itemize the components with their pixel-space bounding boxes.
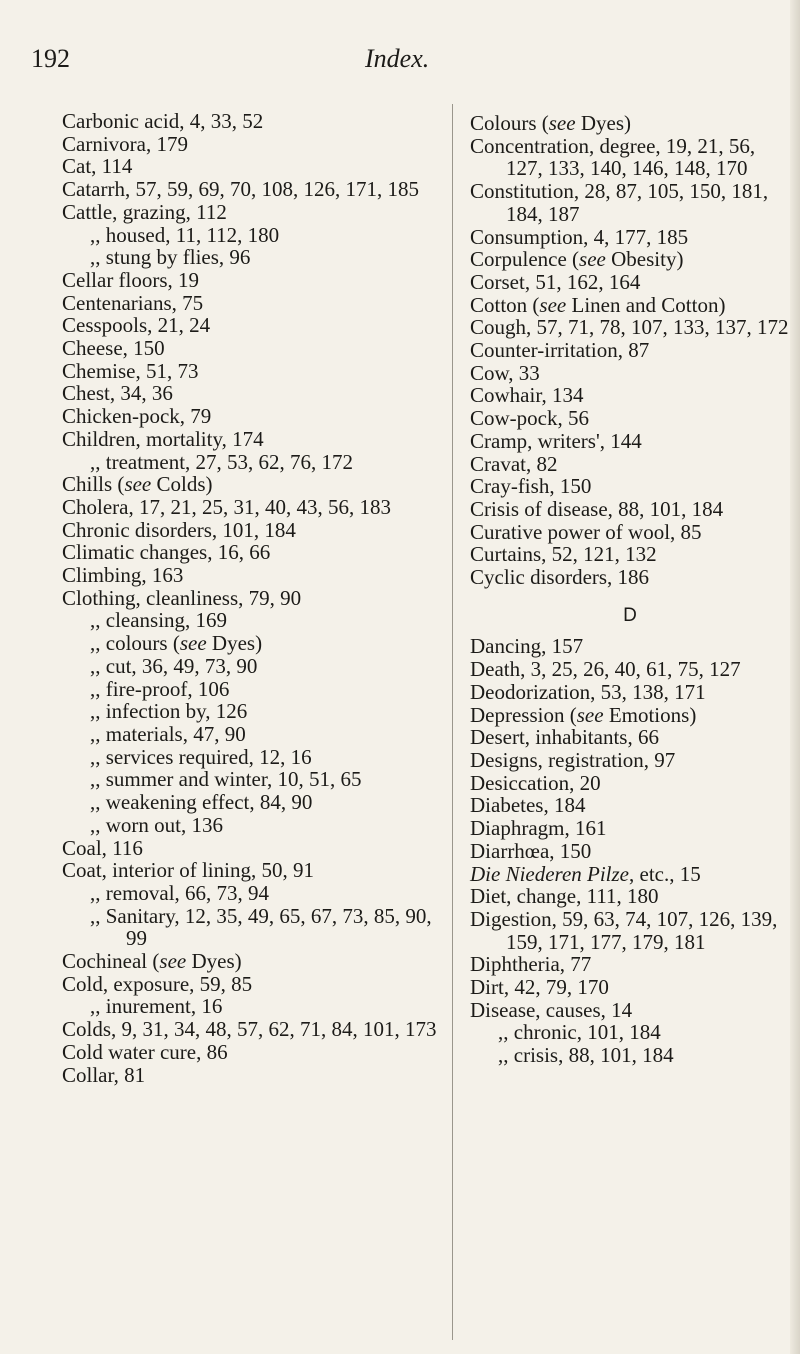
index-entry: Climbing, 163	[62, 563, 184, 588]
index-entry: Chest, 34, 36	[62, 381, 173, 406]
index-entry: Cholera, 17, 21, 25, 31, 40, 43, 56, 183	[62, 494, 391, 519]
index-entry: ,, treatment, 27, 53, 62, 76, 172	[90, 449, 354, 474]
index-entry: Crisis of disease, 88, 101, 184	[470, 496, 724, 521]
index-entry: Coal, 116	[62, 835, 143, 860]
index-entry: Coat, interior of lining, 50, 91	[62, 858, 314, 883]
index-entry: Digestion, 59, 63, 74, 107, 126, 139, 159, 171, 177, 179, 181	[470, 906, 783, 954]
index-entry: Corset, 51, 162, 164	[470, 269, 641, 294]
index-entry: Curative power of wool, 85	[470, 519, 702, 544]
index-entry: ,, cleansing, 169	[90, 608, 228, 633]
index-entry: Carnivora, 179	[62, 131, 188, 156]
index-section-d	[470, 635, 790, 1066]
index-entry: Cow-pock, 56	[470, 406, 589, 431]
index-entry: Dirt, 42, 79, 170	[470, 975, 609, 1000]
index-column-left	[62, 110, 442, 1086]
index-entry: Diaphragm, 161	[470, 816, 607, 841]
index-entry: ,, cut, 36, 49, 73, 90	[90, 653, 258, 678]
index-entry: ,, services required, 12, 16	[90, 744, 312, 769]
index-entry: ,, stung by flies, 96	[90, 245, 251, 270]
index-entry: ,, infection by, 126	[90, 699, 248, 724]
index-entry: Cyclic disorders, 186	[470, 565, 650, 590]
index-entry: Cold water cure, 86	[62, 1039, 228, 1064]
index-entry: Death, 3, 25, 26, 40, 61, 75, 127	[470, 657, 741, 682]
index-entry: Diphtheria, 77	[470, 952, 592, 977]
index-entry: ,, worn out, 136	[90, 812, 223, 837]
index-entry: ,, housed, 11, 112, 180	[90, 222, 280, 247]
column-divider	[452, 104, 453, 1340]
index-entry: Designs, registration, 97	[470, 747, 676, 772]
index-entry: Centenarians, 75	[62, 290, 204, 315]
index-entry: Depression (see Emotions)	[470, 702, 697, 727]
index-entry: Cattle, grazing, 112	[62, 199, 227, 224]
index-entry: ,, crisis, 88, 101, 184	[498, 1043, 674, 1068]
index-entry: Cravat, 82	[470, 451, 558, 476]
page-header	[0, 44, 800, 84]
index-entry: Cellar floors, 19	[62, 267, 200, 292]
index-entry: Cray-fish, 150	[470, 474, 592, 499]
index-entry: Chills (see Colds)	[62, 472, 213, 497]
index-entry: Desiccation, 20	[470, 770, 601, 795]
page-edge	[790, 0, 800, 1354]
index-entry: ,, inurement, 16	[90, 994, 223, 1019]
index-entry: Deodorization, 53, 138, 171	[470, 679, 706, 704]
index-entry: Cat, 114	[62, 154, 133, 179]
index-entry: Cesspools, 21, 24	[62, 313, 211, 338]
index-entry: ,, summer and winter, 10, 51, 65	[90, 767, 362, 792]
index-entry: Constitution, 28, 87, 105, 150, 181, 184, 187	[470, 179, 774, 226]
index-entry: Climatic changes, 16, 66	[62, 540, 271, 565]
index-entry: Corpulence (see Obesity)	[470, 247, 684, 272]
index-entry: ,, colours (see Dyes)	[90, 631, 263, 656]
index-entry: Cotton (see Linen and Cotton)	[470, 292, 726, 317]
index-entry: ,, weakening effect, 84, 90	[90, 790, 313, 815]
index-entry: Dancing, 157	[470, 634, 584, 659]
index-entry: Desert, inhabitants, 66	[470, 725, 659, 750]
index-entry: Cheese, 150	[62, 336, 165, 361]
index-entry: Consumption, 4, 177, 185	[470, 224, 689, 249]
index-entry: Clothing, cleanliness, 79, 90	[62, 585, 302, 610]
section-letter-d: D	[623, 604, 637, 626]
index-entry: Chicken-pock, 79	[62, 404, 212, 429]
running-title: Index.	[365, 44, 430, 73]
index-entry: ,, removal, 66, 73, 94	[90, 880, 270, 905]
index-section-c	[470, 112, 790, 589]
index-entry: ,, materials, 47, 90	[90, 721, 246, 746]
index-column-right	[470, 112, 790, 1067]
index-entry: Cochineal (see Dyes)	[62, 949, 242, 974]
index-entry: Cow, 33	[470, 360, 540, 385]
index-entry: Chemise, 51, 73	[62, 358, 199, 383]
index-entry: Chronic disorders, 101, 184	[62, 517, 296, 542]
index-entry: Curtains, 52, 121, 132	[470, 542, 657, 567]
page-number: 192	[31, 44, 70, 73]
index-entry: ,, fire-proof, 106	[90, 676, 230, 701]
index-entry: ,, chronic, 101, 184	[498, 1020, 661, 1045]
index-entry: Carbonic acid, 4, 33, 52	[62, 109, 264, 133]
index-entry: Diabetes, 184	[470, 793, 586, 818]
index-entry: Colours (see Dyes)	[470, 111, 631, 135]
index-entry: Collar, 81	[62, 1062, 146, 1087]
index-entry: Cramp, writers', 144	[470, 428, 642, 453]
index-entry: Children, mortality, 174	[62, 426, 264, 451]
index-entry: Cough, 57, 71, 78, 107, 133, 137, 172	[470, 315, 789, 340]
index-entry: Disease, causes, 14	[470, 997, 633, 1022]
index-entry: Cold, exposure, 59, 85	[62, 971, 253, 996]
index-entry: Concentration, degree, 19, 21, 56, 127, 133, 140, 146, 148, 170	[470, 133, 761, 181]
index-entry: Catarrh, 57, 59, 69, 70, 108, 126, 171, 185	[62, 177, 419, 202]
index-entry: Diet, change, 111, 180	[470, 884, 659, 909]
index-entry: Die Niederen Pilze, etc., 15	[470, 861, 701, 886]
index-entry: Diarrhœa, 150	[470, 838, 592, 863]
index-entry: Colds, 9, 31, 34, 48, 57, 62, 71, 84, 101, 173	[62, 1017, 437, 1042]
index-entry: Cowhair, 134	[470, 383, 584, 408]
index-entry: Counter-irritation, 87	[470, 338, 650, 363]
index-entry: ,, Sanitary, 12, 35, 49, 65, 67, 73, 85, 90, 99	[90, 903, 437, 951]
